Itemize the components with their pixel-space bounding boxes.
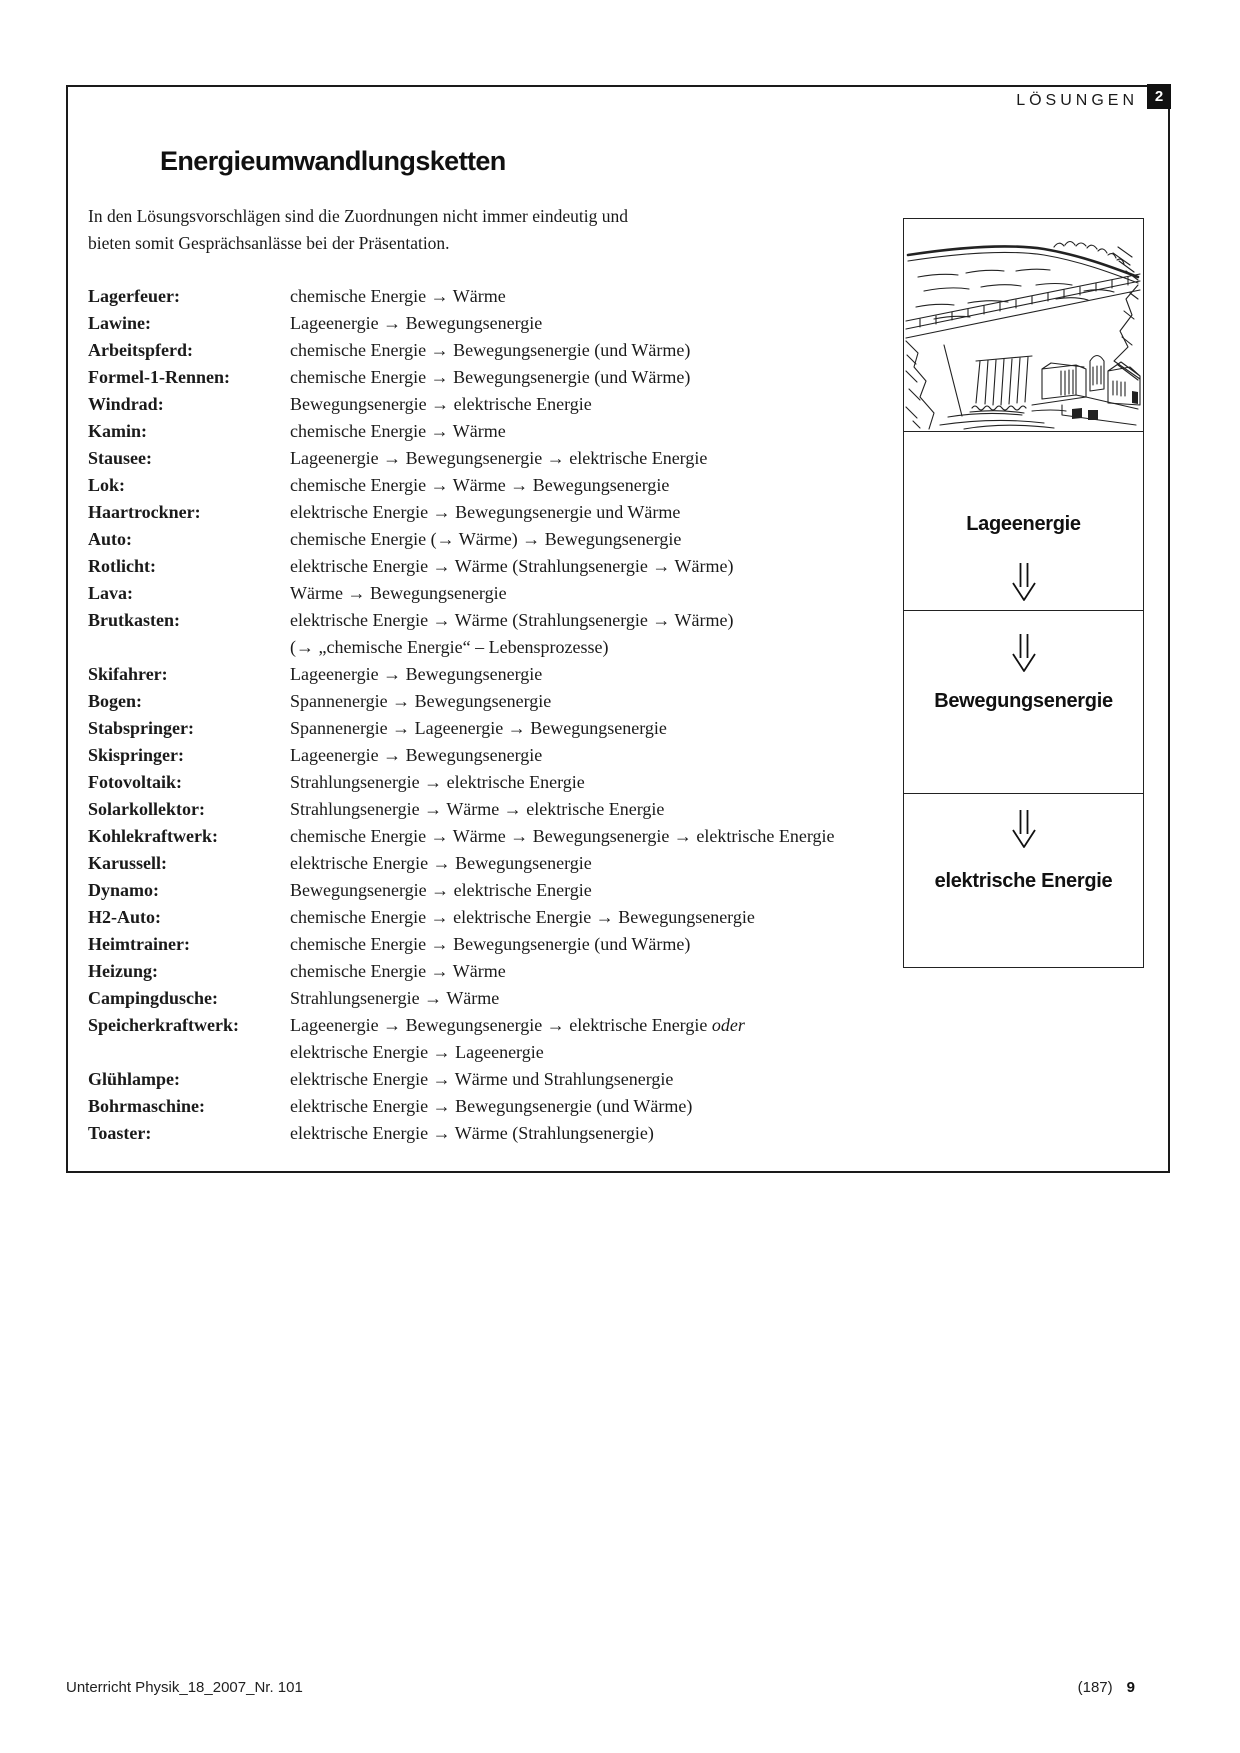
solution-term: Skispringer: <box>88 745 185 765</box>
solution-term: Karussell: <box>88 853 167 873</box>
solution-term: Solarkollektor: <box>88 799 205 819</box>
solution-term: Fotovoltaik: <box>88 772 182 792</box>
solution-chain: Lageenergie → Bewegungsenergie <box>290 664 543 684</box>
energy-chain-box-elektrische-energie <box>904 793 1143 969</box>
solution-chain: chemische Energie → Wärme → Bewegungsenergie → elektrische Energie <box>290 826 835 846</box>
solution-row <box>88 877 900 904</box>
energy-chain-box-bewegungsenergie <box>904 610 1143 793</box>
solution-chain: chemische Energie → Wärme <box>290 961 506 981</box>
solution-chain: chemische Energie → Wärme <box>290 421 506 441</box>
solution-term: Formel-1-Rennen: <box>88 367 230 387</box>
solution-term: Campingdusche: <box>88 988 219 1008</box>
solution-chain: Lageenergie → Bewegungsenergie <box>290 745 543 765</box>
energy-label-elektrische-energie: elektrische Energie <box>934 870 1113 892</box>
solution-term: Auto: <box>88 529 132 549</box>
solution-chain: Spannenergie → Bewegungsenergie <box>290 691 552 711</box>
solution-row <box>88 1093 900 1120</box>
solution-row <box>88 391 900 418</box>
solution-row <box>88 796 900 823</box>
solution-row <box>88 499 900 526</box>
solution-chain: Spannenergie → Lageenergie → Bewegungsenergie <box>290 718 667 738</box>
double-down-arrow-icon <box>1011 562 1037 602</box>
solution-chain: Bewegungsenergie → elektrische Energie <box>290 394 592 414</box>
solution-chain: chemische Energie → Bewegungsenergie (und Wärme) <box>290 934 691 954</box>
solution-row <box>88 1066 900 1093</box>
solution-chain: Lageenergie → Bewegungsenergie → elektrische Energie oder elektrische Energie → Lageenergie <box>290 1012 745 1066</box>
solution-row <box>88 958 900 985</box>
energy-chain-box-lageenergie <box>904 431 1143 610</box>
solution-chain-italic: oder <box>707 1015 745 1035</box>
solution-term: Lagerfeuer: <box>88 286 180 306</box>
solution-row <box>88 364 900 391</box>
solution-row <box>88 1120 900 1147</box>
solution-chain: elektrische Energie → Bewegungsenergie (und Wärme) <box>290 1096 693 1116</box>
solution-term: Toaster: <box>88 1123 152 1143</box>
solution-term: Heimtrainer: <box>88 934 190 954</box>
solution-term: Stabspringer: <box>88 718 195 738</box>
energy-label-lageenergie: Lageenergie <box>966 513 1081 535</box>
solution-term: Stausee: <box>88 448 152 468</box>
solution-row <box>88 742 900 769</box>
solution-term: Bogen: <box>88 691 142 711</box>
solution-chain-line2: elektrische Energie → Lageenergie <box>290 1042 544 1062</box>
solution-row <box>88 526 900 553</box>
solution-term: Lava: <box>88 583 133 603</box>
solution-chain: Strahlungsenergie → Wärme → elektrische Energie <box>290 799 665 819</box>
header-label: LÖSUNGEN <box>1016 92 1138 109</box>
solution-chain: elektrische Energie → Wärme und Strahlungsenergie <box>290 1069 674 1089</box>
solution-row <box>88 580 900 607</box>
solution-term: Arbeitspferd: <box>88 340 193 360</box>
solution-term: Speicherkraftwerk: <box>88 1015 239 1035</box>
solution-chain: Bewegungsenergie → elektrische Energie <box>290 880 592 900</box>
intro-line-2: bieten somit Gesprächsanlässe bei der Präsentation. <box>88 232 450 253</box>
solution-row <box>88 823 900 850</box>
solution-chain: elektrische Energie → Wärme (Strahlungsenergie → Wärme) (→ „chemische Energie“ – Lebensprozesse) <box>290 607 734 661</box>
solution-term: Lok: <box>88 475 126 495</box>
solution-chain-line2: (→ „chemische Energie“ – Lebensprozesse) <box>290 637 609 657</box>
solution-chain: Strahlungsenergie → Wärme <box>290 988 500 1008</box>
solution-row <box>88 931 900 958</box>
solution-term: Bohrmaschine: <box>88 1096 205 1116</box>
solution-term: Rotlicht: <box>88 556 156 576</box>
footer-page-number: 9 <box>1126 1679 1135 1696</box>
solution-chain: elektrische Energie → Wärme (Strahlungsenergie) <box>290 1123 654 1143</box>
double-down-arrow-icon <box>1011 809 1037 849</box>
solution-term: Windrad: <box>88 394 164 414</box>
energy-label-bewegungsenergie: Bewegungsenergie <box>934 690 1113 712</box>
solution-row <box>88 850 900 877</box>
solution-chain: chemische Energie (→ Wärme) → Bewegungsenergie <box>290 529 682 549</box>
solution-row <box>88 661 900 688</box>
footer-source: Unterricht Physik_18_2007_Nr. 101 <box>66 1679 303 1696</box>
intro-line-1: In den Lösungsvorschlägen sind die Zuordnungen nicht immer eindeutig und <box>88 206 628 226</box>
solution-row <box>88 310 900 337</box>
solution-term: Lawine: <box>88 313 151 333</box>
solution-term: Dynamo: <box>88 880 159 900</box>
solution-row <box>88 418 900 445</box>
solution-chain: Lageenergie → Bewegungsenergie <box>290 313 543 333</box>
solution-row <box>88 715 900 742</box>
solution-row <box>88 688 900 715</box>
energy-chain-sidebar <box>903 218 1144 968</box>
dam-illustration <box>904 219 1143 431</box>
solution-term: Glühlampe: <box>88 1069 181 1089</box>
solution-row <box>88 985 900 1012</box>
footer-page-paren: (187) <box>1077 1679 1113 1696</box>
page-title: Energieumwandlungsketten <box>160 146 506 176</box>
solution-chain: chemische Energie → Wärme <box>290 286 506 306</box>
footer-page-ref <box>900 1679 1135 1696</box>
intro-paragraph <box>88 203 628 256</box>
solution-row <box>88 445 900 472</box>
solutions-list <box>88 283 900 1147</box>
solution-row <box>88 769 900 796</box>
dam-drawing-svg <box>904 219 1142 431</box>
solution-row <box>88 283 900 310</box>
solution-term: Haartrockner: <box>88 502 201 522</box>
solution-term: Brutkasten: <box>88 610 181 630</box>
solution-chain: elektrische Energie → Bewegungsenergie <box>290 853 592 873</box>
solution-chain: chemische Energie → elektrische Energie → Bewegungsenergie <box>290 907 755 927</box>
solution-chain: elektrische Energie → Wärme (Strahlungsenergie → Wärme) <box>290 556 734 576</box>
solution-term: Heizung: <box>88 961 158 981</box>
solution-row <box>88 607 900 661</box>
solution-term: H2-Auto: <box>88 907 161 927</box>
solution-chain: Lageenergie → Bewegungsenergie → elektrische Energie <box>290 448 708 468</box>
solution-chain: chemische Energie → Bewegungsenergie (und Wärme) <box>290 340 691 360</box>
solution-chain: Strahlungsenergie → elektrische Energie <box>290 772 585 792</box>
solution-row <box>88 904 900 931</box>
solution-chain: elektrische Energie → Bewegungsenergie und Wärme <box>290 502 681 522</box>
solution-term: Kamin: <box>88 421 148 441</box>
solution-term: Kohlekraftwerk: <box>88 826 218 846</box>
double-down-arrow-icon <box>1011 633 1037 673</box>
solution-row <box>88 553 900 580</box>
solution-row <box>88 472 900 499</box>
solution-chain: Wärme → Bewegungsenergie <box>290 583 507 603</box>
chapter-number-badge: 2 <box>1147 84 1171 109</box>
solution-row <box>88 1012 900 1066</box>
solution-chain: chemische Energie → Wärme → Bewegungsenergie <box>290 475 670 495</box>
solution-row <box>88 337 900 364</box>
solution-chain: chemische Energie → Bewegungsenergie (und Wärme) <box>290 367 691 387</box>
solution-term: Skifahrer: <box>88 664 168 684</box>
